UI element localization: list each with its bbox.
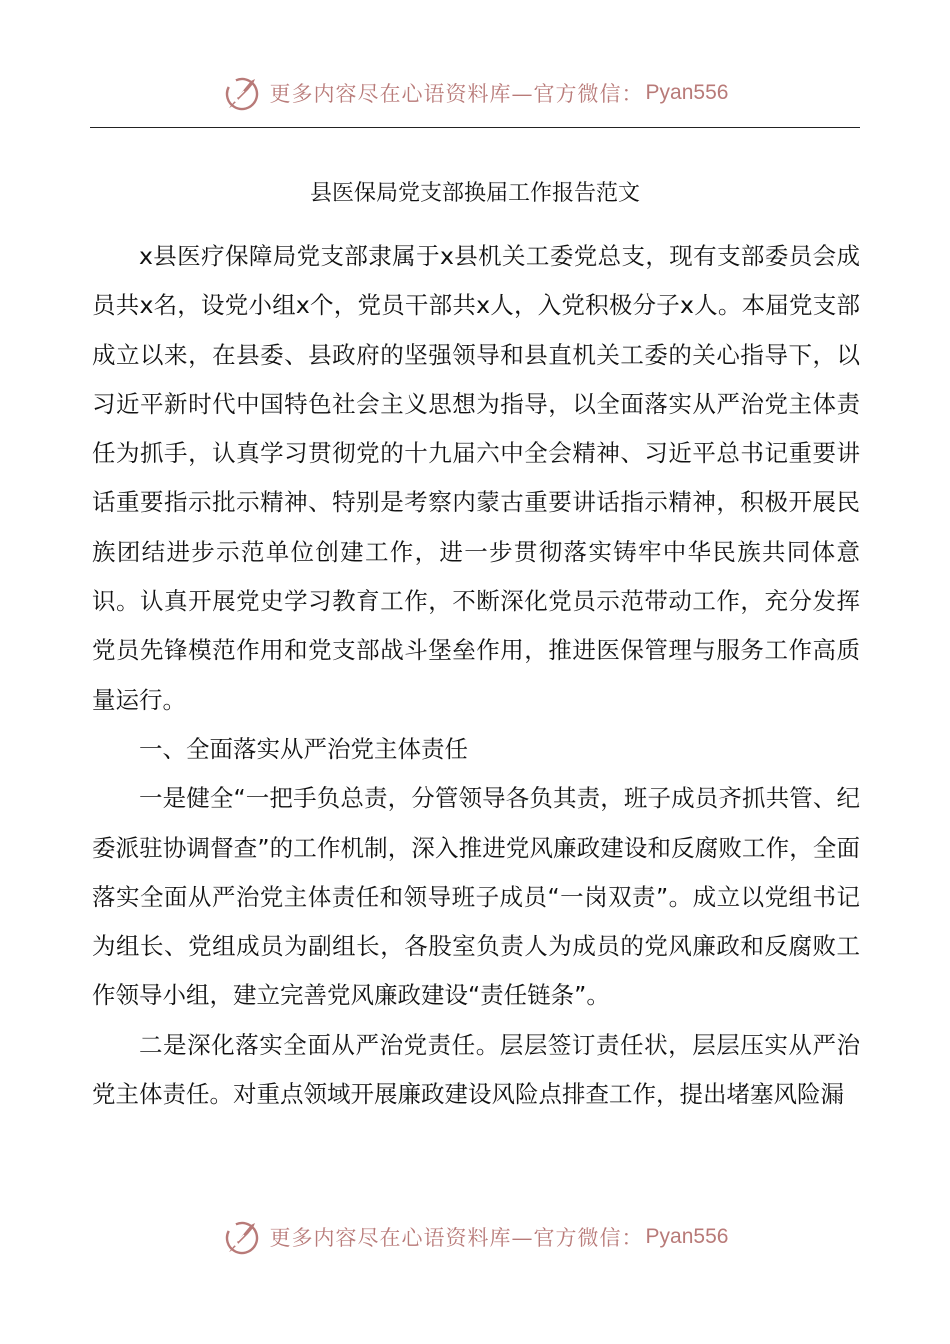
paragraph-point-one: 一是健全“一把手负总责，分管领导各负其责，班子成员齐抓共管、纪委派驻协调督查”的工作机制，深入推进党风廉政建设和反腐败工作，全面落实全面从严治党主体责任和领导班子成员“一岗双责”。成立以党组书记为组长、党组成员为副组长，各股室负责人为成员的党风廉政和反腐败工作领导小组，建立完善党风廉政建设“责任链条”。 — [92, 784, 860, 1010]
document-body — [92, 232, 860, 1119]
footer-wechat-id: Pyan556 — [645, 1225, 729, 1248]
header-banner-text: 更多内容尽在心语资料库—官方微信： — [269, 82, 644, 106]
quill-pen-logo-icon — [222, 73, 262, 113]
header-banner — [0, 68, 950, 118]
paragraph-point-two: 二是深化落实全面从严治党责任。层层签订责任状，层层压实从严治党主体责任。对重点领域开展廉政建设风险点排查工作，提出堵塞风险漏 — [92, 1030, 860, 1109]
quill-pen-logo-icon — [222, 1217, 262, 1257]
header-wechat-id: Pyan556 — [645, 81, 729, 104]
footer-banner — [0, 1212, 950, 1262]
header-divider — [90, 127, 860, 128]
document-title: 县医保局党支部换届工作报告范文 — [309, 181, 640, 206]
footer-banner-text: 更多内容尽在心语资料库—官方微信： — [269, 1226, 644, 1250]
section-heading: 一、全面落实从严治党主体责任 — [139, 734, 468, 763]
paragraph-intro: x县医疗保障局党支部隶属于x县机关工委党总支，现有支部委员会成员共x名，设党小组x个，党员干部共x人，入党积极分子x人。本届党支部成立以来，在县委、县政府的坚强领导和县直机关工委的关心指导下，以习近平新时代中国特色社会主义思想为指导，以全面落实从严治党主体责任为抓手，认真学习贯彻党的十九届六中全会精神、习近平总书记重要讲话重要指示批示精神、特别是考察内蒙古重要讲话指示精神，积极开展民族团结进步示范单位创建工作，进一步贯彻落实铸牢中华民族共同体意识。认真开展党史学习教育工作，不断深化党员示范带动工作，充分发挥党员先锋模范作用和党支部战斗堡垒作用，推进医保管理与服务工作高质量运行。 — [92, 242, 860, 714]
